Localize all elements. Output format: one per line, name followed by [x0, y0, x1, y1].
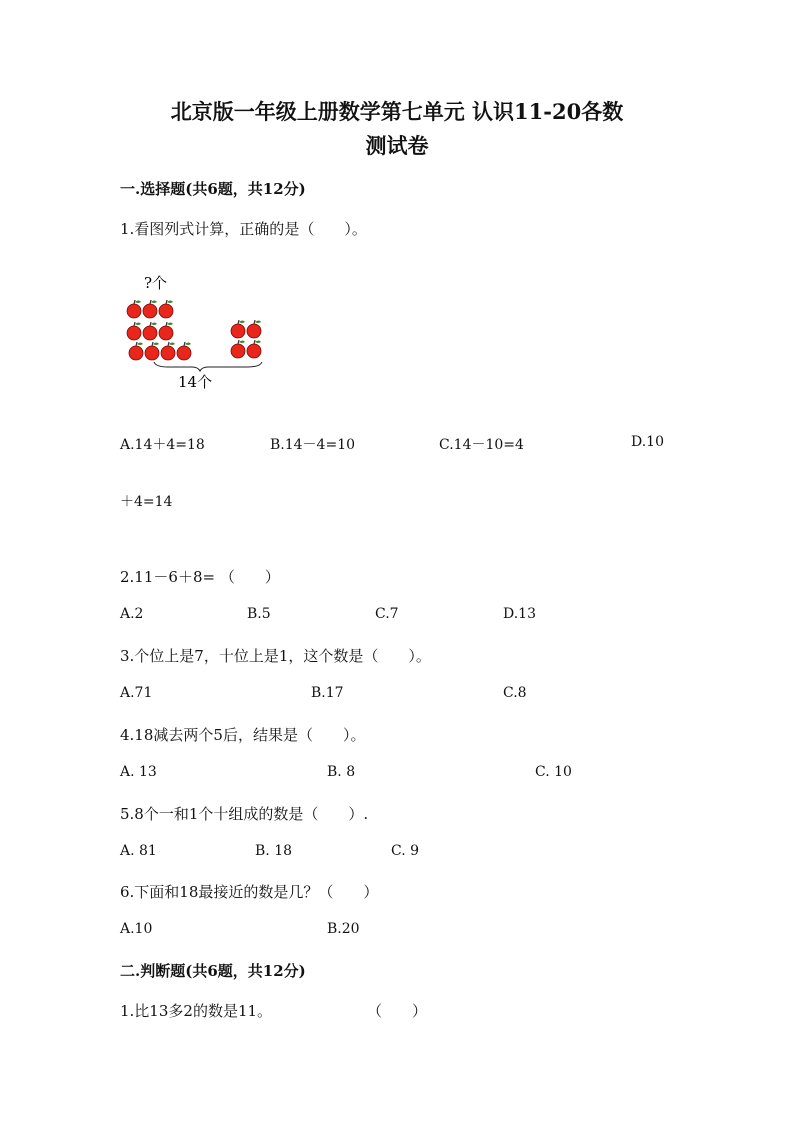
- q5-option-a[interactable]: A. 81: [120, 843, 157, 859]
- bottom-brace: [154, 362, 262, 371]
- q5-option-b[interactable]: B. 18: [255, 843, 293, 859]
- apple-group-right: [231, 320, 261, 358]
- judgment-1-stem: 1.比13多2的数是11。: [120, 1002, 273, 1020]
- page-title-line2: 测试卷: [365, 133, 429, 158]
- question-2-stem: 2.11－6＋8= （ ）: [120, 568, 280, 586]
- q2-option-a[interactable]: A.2: [120, 606, 144, 622]
- q1-option-a[interactable]: A.14＋4=18: [120, 437, 205, 453]
- q3-option-a[interactable]: A.71: [120, 685, 153, 701]
- q4-option-a[interactable]: A. 13: [120, 764, 157, 780]
- q1-option-c[interactable]: C.14－10=4: [439, 437, 524, 453]
- page-title-line1: 北京版一年级上册数学第七单元 认识11-20各数: [170, 99, 624, 124]
- section-heading-choice: 一.选择题(共6题，共12分): [120, 180, 306, 198]
- q1-option-d[interactable]: D.10: [631, 434, 664, 450]
- q3-option-b[interactable]: B.17: [311, 685, 344, 701]
- section-heading-judgment: 二.判断题(共6题，共12分): [120, 962, 306, 980]
- q6-option-a[interactable]: A.10: [120, 921, 153, 937]
- question-6-stem: 6.下面和18最接近的数是几？（ ）: [120, 883, 379, 901]
- apple-group-left: [127, 300, 191, 360]
- q1-option-b[interactable]: B.14－4=10: [270, 437, 356, 453]
- q4-option-b[interactable]: B. 8: [327, 764, 356, 780]
- question-4-stem: 4.18减去两个5后，结果是（ ）。: [120, 726, 366, 744]
- question-3-stem: 3.个位上是7，十位上是1，这个数是（ ）。: [120, 647, 431, 665]
- figure-bottom-label: 14个: [178, 373, 213, 391]
- q2-option-b[interactable]: B.5: [247, 606, 271, 622]
- figure-top-label: ?个: [144, 274, 168, 292]
- q3-option-c[interactable]: C.8: [503, 685, 527, 701]
- q2-option-d[interactable]: D.13: [503, 606, 536, 622]
- question-5-stem: 5.8个一和1个十组成的数是（ ）.: [120, 805, 369, 823]
- judgment-1-blank[interactable]: （ ）: [367, 1002, 428, 1020]
- q2-option-c[interactable]: C.7: [375, 606, 399, 622]
- q5-option-c[interactable]: C. 9: [391, 843, 420, 859]
- q1-option-d-cont: ＋4=14: [120, 494, 173, 510]
- question-1-stem: 1.看图列式计算，正确的是（ ）。: [120, 220, 367, 238]
- apple-figure: [120, 268, 280, 396]
- q4-option-c[interactable]: C. 10: [535, 764, 572, 780]
- q6-option-b[interactable]: B.20: [327, 921, 360, 937]
